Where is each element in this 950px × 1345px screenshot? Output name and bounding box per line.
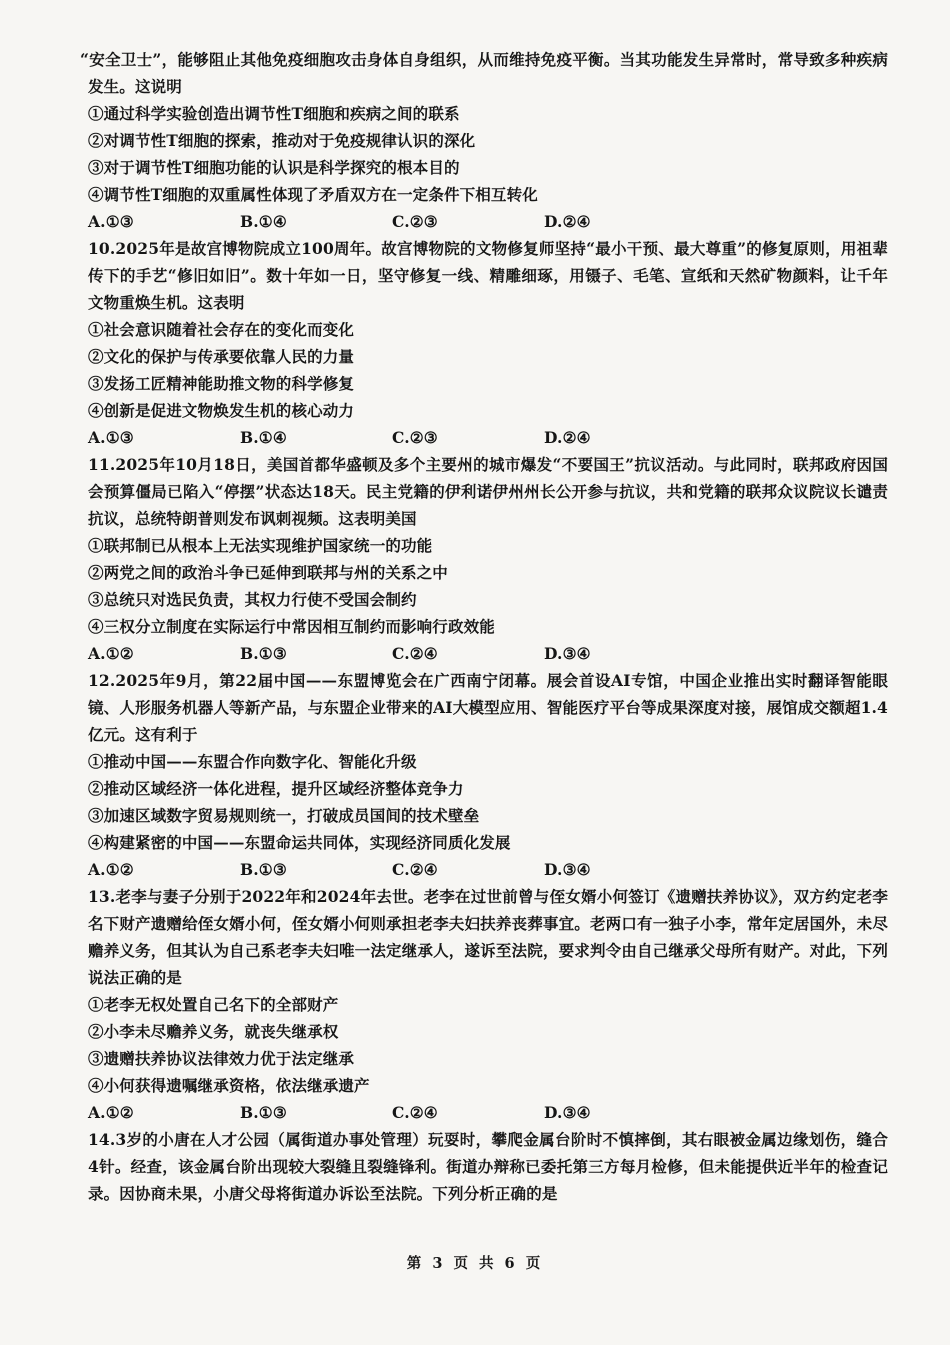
question-10-option-2: ②文化的保护与传承要依靠人民的力量 (88, 347, 355, 366)
question-9-option-1: ①通过科学实验创造出调节性T细胞和疾病之间的联系 (88, 104, 460, 123)
question-14-stem: 14.3岁的小唐在人才公园（属街道办事处管理）玩耍时，攀爬金属台阶时不慎摔倒，其右眼被金属边缘划伤，缝合4针。经查，该金属台阶出现较大裂缝且裂缝锋利。街道办辩称已委托第三方每月检修，但未能提供近半年的检查记录。因协商未果，小唐父母将街道办诉讼至法院。下列分析正确的是 (88, 1130, 888, 1203)
choice-c: C.②③ (392, 428, 438, 447)
question-12-option-2: ②推动区域经济一体化进程，提升区域经济整体竞争力 (88, 779, 464, 798)
choice-c: C.②③ (392, 212, 438, 231)
question-9-option-4: ④调节性T细胞的双重属性体现了矛盾双方在一定条件下相互转化 (88, 185, 538, 204)
choice-b: B.①③ (240, 860, 287, 879)
choice-b: B.①④ (240, 212, 287, 231)
question-11-option-3: ③总统只对选民负责，其权力行使不受国会制约 (88, 590, 417, 609)
question-12-choices (88, 856, 888, 883)
choice-c: C.②④ (392, 1103, 438, 1122)
choice-d: D.②④ (544, 212, 591, 231)
choice-d: D.③④ (544, 1103, 591, 1122)
choice-a: A.①② (88, 644, 134, 663)
question-11-choices (88, 640, 888, 667)
choice-d: D.③④ (544, 644, 591, 663)
choice-c: C.②④ (392, 860, 438, 879)
choice-d: D.②④ (544, 428, 591, 447)
question-10-stem: 10.2025年是故宫博物院成立100周年。故宫博物院的文物修复师坚持“最小干预、最大尊重”的修复原则，用祖辈传下的手艺“修旧如旧”。数十年如一日，坚守修复一线、精雕细琢，用镊子、毛笔、宣纸和天然矿物颜料，让千年文物重焕生机。这表明 (88, 239, 888, 312)
question-9 (80, 46, 888, 235)
page-footer: 第 3 页 共 6 页 (406, 1255, 544, 1272)
question-13-option-2: ②小李未尽赡养义务，就丧失继承权 (88, 1022, 339, 1041)
choice-b: B.①③ (240, 1103, 287, 1122)
question-13 (88, 883, 888, 1126)
choice-d: D.③④ (544, 860, 591, 879)
question-11-option-1: ①联邦制已从根本上无法实现维护国家统一的功能 (88, 536, 433, 555)
question-11-option-2: ②两党之间的政治斗争已延伸到联邦与州的关系之中 (88, 563, 448, 582)
choice-a: A.①③ (88, 428, 134, 447)
question-9-stem: “安全卫士”，能够阻止其他免疫细胞攻击身体自身组织，从而维持免疫平衡。当其功能发生异常时，常导致多种疾病发生。这说明 (80, 50, 888, 96)
question-10-choices (88, 424, 888, 451)
question-12-option-3: ③加速区域数字贸易规则统一，打破成员国间的技术壁垒 (88, 806, 480, 825)
question-13-option-3: ③遗赠扶养协议法律效力优于法定继承 (88, 1049, 355, 1068)
choice-a: A.①③ (88, 212, 134, 231)
question-9-option-3: ③对于调节性T细胞功能的认识是科学探究的根本目的 (88, 158, 460, 177)
question-12-option-1: ①推动中国——东盟合作向数字化、智能化升级 (88, 752, 417, 771)
choice-a: A.①② (88, 1103, 134, 1122)
question-10-option-3: ③发扬工匠精神能助推文物的科学修复 (88, 374, 355, 393)
choice-a: A.①② (88, 860, 134, 879)
question-14 (88, 1126, 888, 1207)
question-12-stem: 12.2025年9月，第22届中国——东盟博览会在广西南宁闭幕。展会首设AI专馆，中国企业推出实时翻译智能眼镜、人形服务机器人等新产品，与东盟企业带来的AI大模型应用、智能医疗平台等成果深度对接，展馆成交额超1.4亿元。这有利于 (88, 671, 888, 744)
question-9-option-2: ②对调节性T细胞的探索，推动对于免疫规律认识的深化 (88, 131, 476, 150)
question-10-option-1: ①社会意识随着社会存在的变化而变化 (88, 320, 355, 339)
question-10-option-4: ④创新是促进文物焕发生机的核心动力 (88, 401, 355, 420)
question-content (80, 46, 888, 1207)
question-13-option-1: ①老李无权处置自己名下的全部财产 (88, 995, 339, 1014)
question-11-option-4: ④三权分立制度在实际运行中常因相互制约而影响行政效能 (88, 617, 495, 636)
question-12-option-4: ④构建紧密的中国——东盟命运共同体，实现经济同质化发展 (88, 833, 511, 852)
question-10 (88, 235, 888, 451)
question-9-choices (88, 208, 888, 235)
question-13-option-4: ④小何获得遗嘱继承资格，依法继承遗产 (88, 1076, 370, 1095)
question-12 (88, 667, 888, 883)
choice-c: C.②④ (392, 644, 438, 663)
question-13-choices (88, 1099, 888, 1126)
question-13-stem: 13.老李与妻子分别于2022年和2024年去世。老李在过世前曾与侄女婿小何签订《遗赠扶养协议》，双方约定老李名下财产遗赠给侄女婿小何，侄女婿小何则承担老李夫妇扶养丧葬事宜。老两口有一独子小李，常年定居国外，未尽赡养义务，但其认为自己系老李夫妇唯一法定继承人，遂诉至法院，要求判令由自己继承父母所有财产。对此，下列说法正确的是 (88, 887, 888, 987)
choice-b: B.①③ (240, 644, 287, 663)
choice-b: B.①④ (240, 428, 287, 447)
question-11 (88, 451, 888, 667)
question-11-stem: 11.2025年10月18日，美国首都华盛顿及多个主要州的城市爆发“不要国王”抗议活动。与此同时，联邦政府因国会预算僵局已陷入“停摆”状态达18天。民主党籍的伊利诺伊州州长公开参与抗议，共和党籍的联邦众议院议长谴责抗议，总统特朗普则发布讽刺视频。这表明美国 (88, 455, 888, 528)
